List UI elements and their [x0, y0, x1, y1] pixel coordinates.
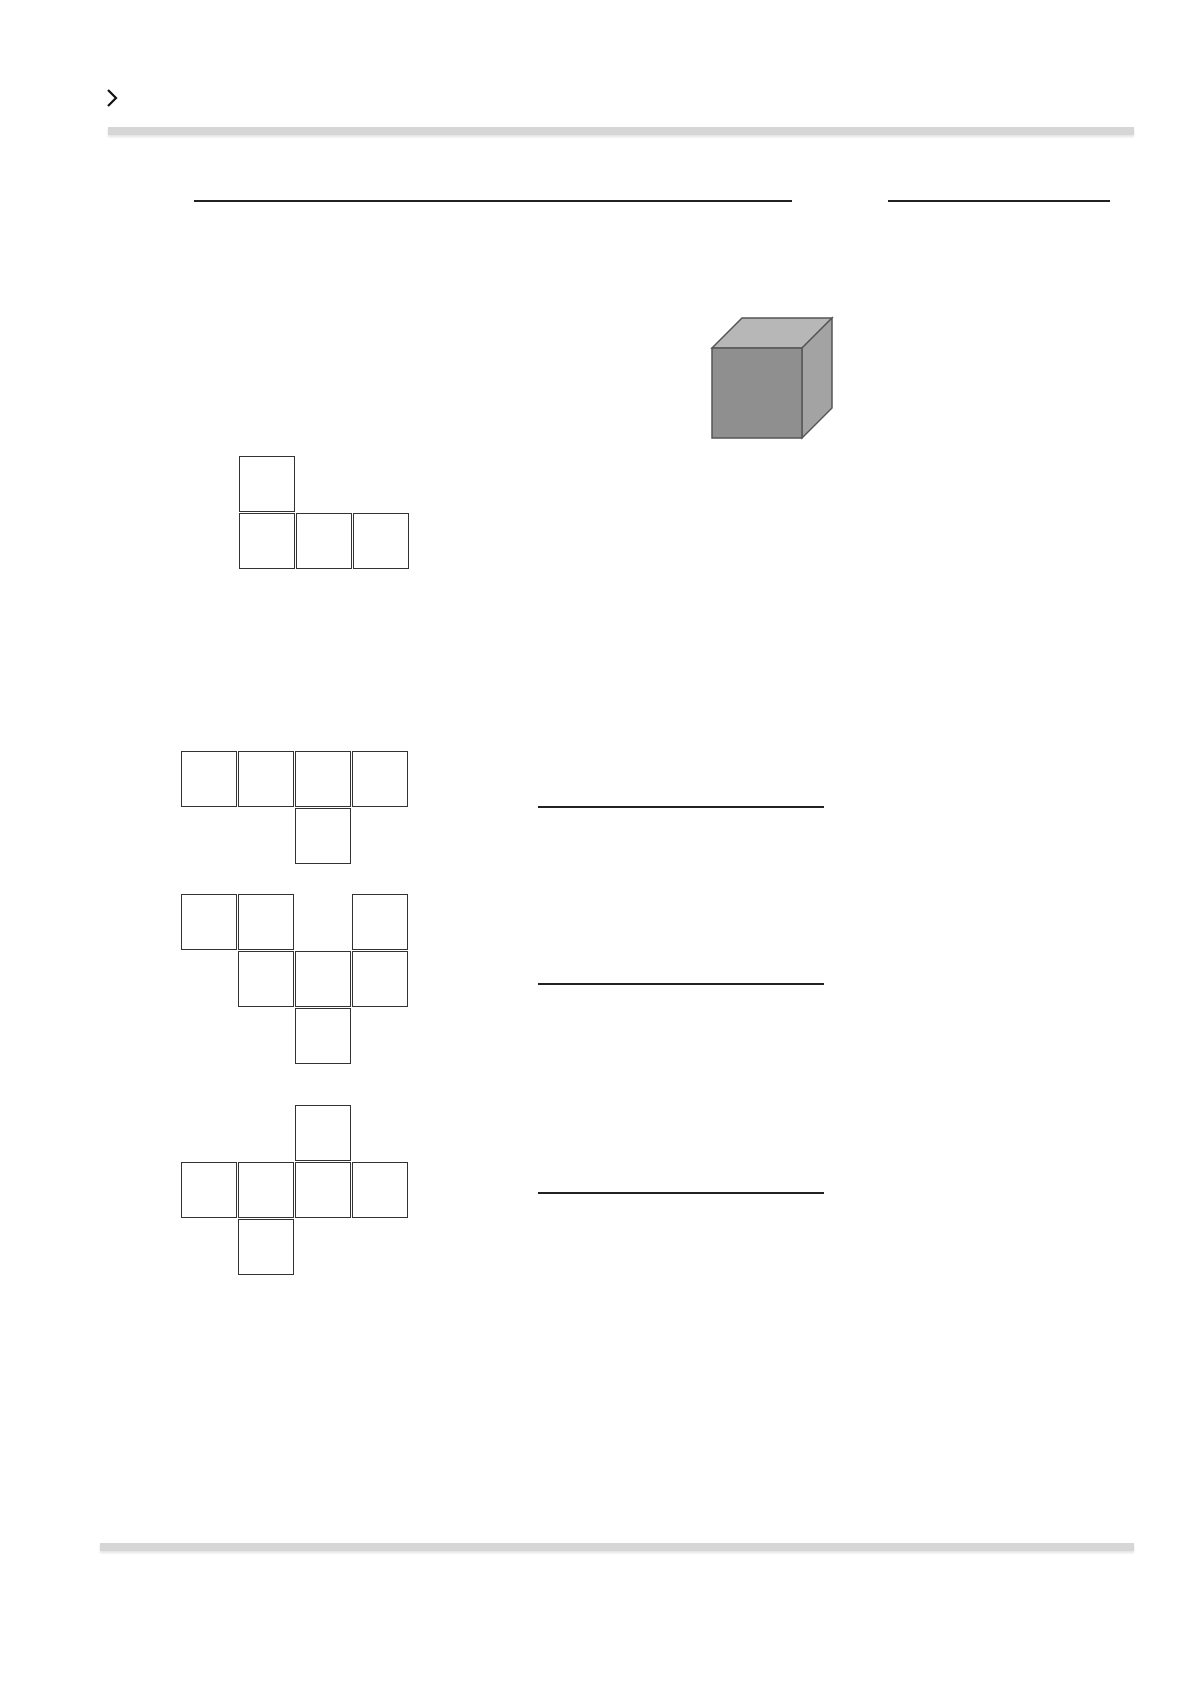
net-square [353, 513, 409, 569]
net-square [352, 751, 408, 807]
net-square [295, 751, 351, 807]
net-square [296, 513, 352, 569]
chevron-right-icon [106, 88, 118, 108]
net-square [352, 951, 408, 1007]
footer-rule [100, 1543, 1134, 1551]
header-rule [108, 127, 1134, 135]
net-square [238, 894, 294, 950]
part-c-answer-line[interactable] [538, 1192, 824, 1194]
net-square [181, 894, 237, 950]
net-square [239, 456, 295, 512]
net-square [238, 951, 294, 1007]
net-square [352, 1162, 408, 1218]
net-square [295, 1105, 351, 1161]
cube-illustration [710, 316, 836, 440]
name-field[interactable] [194, 200, 792, 202]
date-field[interactable] [888, 200, 1110, 202]
net-square [352, 894, 408, 950]
net-square [238, 751, 294, 807]
part-b-answer-line[interactable] [538, 983, 824, 985]
net-square [238, 1219, 294, 1275]
question-2-text [144, 636, 1124, 670]
net-square [295, 951, 351, 1007]
cube-front-face [712, 348, 802, 438]
net-square [181, 751, 237, 807]
header-left [106, 88, 122, 108]
net-square [295, 1008, 351, 1064]
net-square [181, 1162, 237, 1218]
net-square [295, 1162, 351, 1218]
net-square [295, 808, 351, 864]
part-a-answer-line[interactable] [538, 806, 824, 808]
net-square [238, 1162, 294, 1218]
net-square [239, 513, 295, 569]
